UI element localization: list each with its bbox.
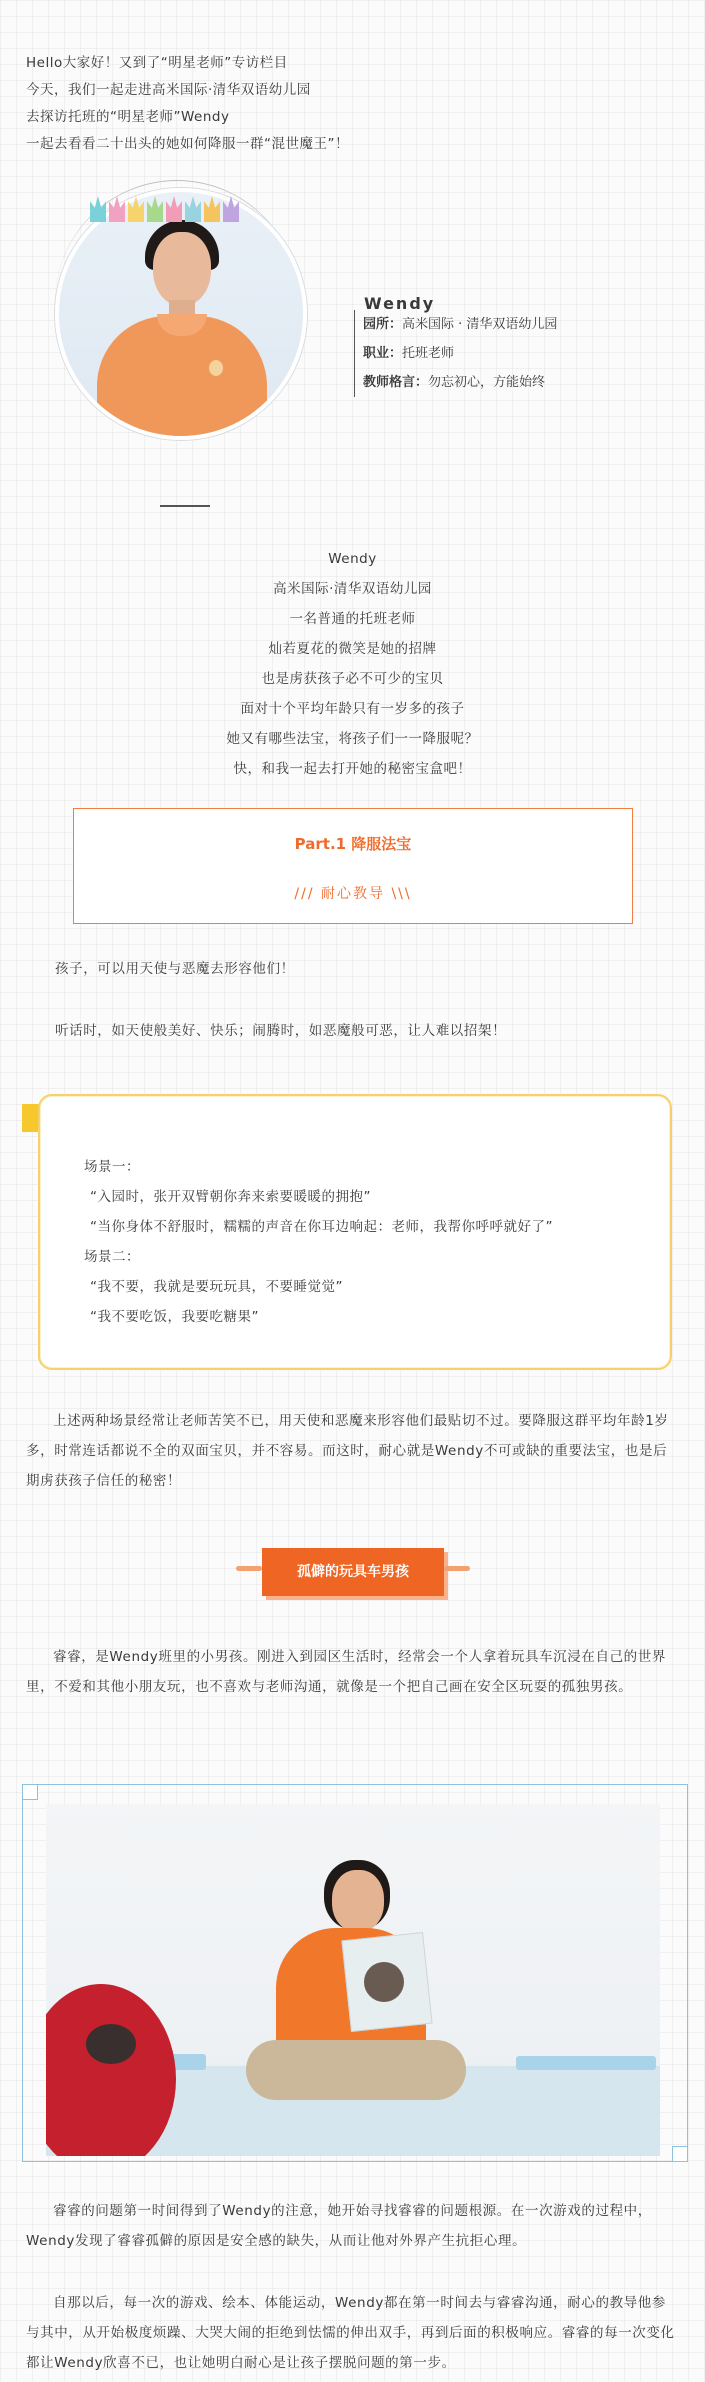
poem-line: Wendy (328, 551, 377, 567)
frame-corner (672, 2146, 688, 2162)
intro-line: 去探访托班的“明星老师”Wendy (26, 109, 230, 125)
profile-row-school: 园所：高米国际 · 清华双语幼儿园 (363, 317, 558, 332)
paragraph-3: 上述两种场景经常让老师苦笑不已，用天使和恶魔来形容他们最贴切不过。要降服这群平均年龄1岁多，时常连话都说不全的双面宝贝，并不容易。而这时，耐心就是Wendy不可或缺的重要法宝，也是后期虏获孩子信任的秘密！ (26, 1413, 669, 1489)
crown-decoration (90, 196, 290, 236)
scenario-heading: 场景一： (84, 1159, 140, 1175)
intro-line: 今天，我们一起走进高米国际·清华双语幼儿园 (26, 82, 311, 98)
poem-line: 也是虏获孩子必不可少的宝贝 (261, 671, 444, 687)
teacher-name: Wendy (364, 294, 436, 313)
section-header: 孤僻的玩具车男孩 (262, 1548, 444, 1596)
scenario-quote-box (38, 1094, 672, 1370)
intro-block (26, 50, 666, 158)
profile-row-job: 职业：托班老师 (363, 346, 455, 361)
part-title: Part.1 降服法宝 (294, 835, 412, 853)
poem-line: 一名普通的托班老师 (289, 611, 416, 627)
scenario-quote: “我不要吃饭，我要吃糖果” (90, 1309, 259, 1325)
part-title-box (73, 808, 633, 924)
profile-info (354, 310, 683, 397)
header-decoration-left (236, 1566, 262, 1571)
poem-line: 她又有哪些法宝，将孩子们一一降服呢？ (226, 731, 479, 747)
scenario-quote: “当你身体不舒服时，糯糯的声音在你耳边响起：老师，我帮你呼呼就好了” (90, 1219, 553, 1235)
poem-line: 灿若夏花的微笑是她的招牌 (268, 641, 437, 657)
paragraph-4: 睿睿，是Wendy班里的小男孩。刚进入到园区生活时，经常会一个人拿着玩具车沉浸在自己的世界里，不爱和其他小朋友玩，也不喜欢与老师沟通，就像是一个把自己画在安全区玩耍的孤独男孩。 (26, 1649, 666, 1695)
profile-row-motto: 教师格言：勿忘初心，方能始终 (363, 375, 546, 390)
poem-line: 面对十个平均年龄只有一岁多的孩子 (240, 701, 465, 717)
paragraph-6: 自那以后，每一次的游戏、绘本、体能运动，Wendy都在第一时间去与睿睿沟通，耐心的教导他参与其中，从开始极度烦躁、大哭大闹的拒绝到怯懦的伸出双手，再到后面的积极响应。睿睿的每一次变化都让Wendy欣喜不已，也让她明白耐心是让孩子摆脱问题的第一步。 (26, 2295, 675, 2371)
frame-corner (22, 1784, 38, 1800)
poem-line: 高米国际·清华双语幼儿园 (273, 581, 432, 597)
scenario-heading: 场景二： (84, 1249, 140, 1265)
poem-block (0, 544, 705, 784)
header-decoration-right (444, 1566, 470, 1571)
paragraph-1: 孩子，可以用天使与恶魔去形容他们！ (55, 961, 295, 977)
intro-line: Hello大家好！又到了“明星老师”专访栏目 (26, 55, 288, 71)
part-subtitle: /// 耐心教导 \\\ (294, 886, 412, 902)
paragraph-5: 睿睿的问题第一时间得到了Wendy的注意，她开始寻找睿睿的问题根源。在一次游戏的过程中，Wendy发现了睿睿孤僻的原因是安全感的缺失，从而让他对外界产生抗拒心理。 (26, 2203, 652, 2249)
avatar-underline (160, 505, 210, 507)
intro-line: 一起去看看二十出头的她如何降服一群“混世魔王”！ (26, 136, 349, 152)
scenario-quote: “我不要，我就是要玩玩具，不要睡觉觉” (90, 1279, 343, 1295)
paragraph-2: 听话时，如天使般美好、快乐；闹腾时，如恶魔般可恶，让人难以招架！ (55, 1023, 507, 1039)
scenario-quote: “入园时，张开双臂朝你奔来索要暖暖的拥抱” (90, 1189, 371, 1205)
poem-line: 快，和我一起去打开她的秘密宝盒吧！ (233, 761, 472, 777)
teacher-reading-photo (46, 1804, 660, 2156)
